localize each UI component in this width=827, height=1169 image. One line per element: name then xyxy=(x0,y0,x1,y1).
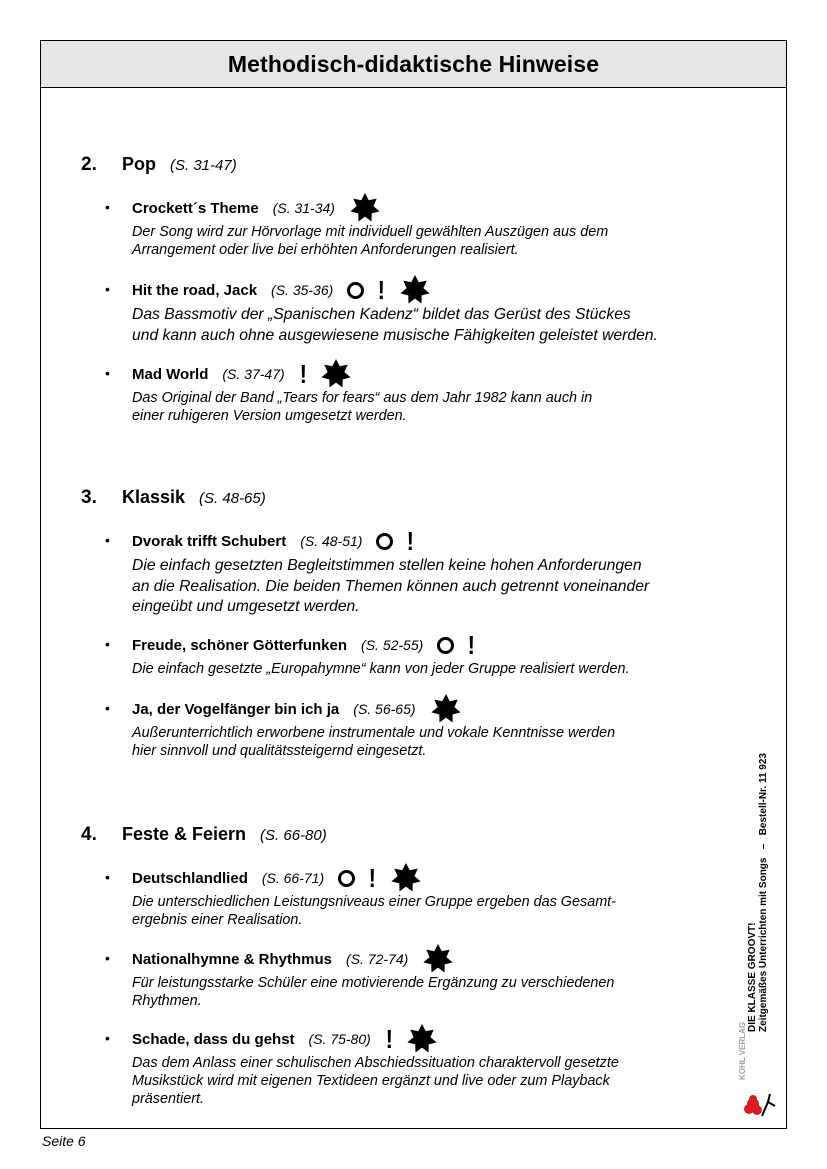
song-pages: (S. 72-74) xyxy=(346,951,409,967)
section-pages: (S. 31-47) xyxy=(170,157,237,174)
section-number: 3. xyxy=(81,487,97,508)
section-pages: (S. 66-80) xyxy=(260,827,327,844)
song-pages: (S. 56-65) xyxy=(353,701,416,717)
list-item xyxy=(105,944,725,1010)
song-title: Deutschlandlied xyxy=(132,869,248,887)
list-item xyxy=(105,863,725,929)
song-title: Ja, der Vogelfänger bin ich ja xyxy=(132,700,340,718)
star-icon xyxy=(422,943,454,975)
star-icon xyxy=(390,862,422,894)
exclamation-icon: ! xyxy=(377,275,386,305)
star-icon xyxy=(399,274,431,306)
exclamation-icon: ! xyxy=(467,630,476,660)
item-heading xyxy=(105,193,725,223)
bullet: • xyxy=(105,700,110,716)
song-title: Hit the road, Jack xyxy=(132,281,258,299)
publisher-logo-text: KOHL VERLAG xyxy=(738,1021,747,1080)
bullet: • xyxy=(105,365,110,381)
difficulty-icons xyxy=(338,862,428,894)
list-item xyxy=(105,275,725,346)
difficulty-icons xyxy=(299,358,359,390)
item-heading xyxy=(105,630,725,660)
difficulty-icons xyxy=(347,274,437,306)
circle-icon xyxy=(338,870,355,887)
list-item xyxy=(105,694,725,760)
bullet: • xyxy=(105,532,110,548)
bullet: • xyxy=(105,199,110,215)
header-bar xyxy=(41,41,786,88)
item-heading xyxy=(105,359,725,389)
circle-icon xyxy=(347,282,364,299)
song-description: Der Song wird zur Hörvorlage mit individuell gewählten Auszügen aus dem Arrangement oder live bei erhöhten Anforderungen realisiert. xyxy=(132,224,609,258)
circle-icon xyxy=(376,533,393,550)
circle-icon xyxy=(437,637,454,654)
sidebar-subtitle-order: Zeitgemäßes Unterrichten mit Songs – Bestell-Nr. 11 923 xyxy=(758,753,769,1032)
bullet: • xyxy=(105,950,110,966)
publisher-logo-icon xyxy=(742,1088,778,1118)
song-title: Crockett´s Theme xyxy=(132,199,259,217)
song-title: Nationalhymne & Rhythmus xyxy=(132,950,333,968)
difficulty-icons xyxy=(437,632,489,658)
song-description: Die einfach gesetzten Begleitstimmen stellen keine hohen Anforderungen an die Realisation. Die beiden Themen können auch getrennt voneinander eingeübt und umgesetzt werden. xyxy=(132,557,650,615)
song-pages: (S. 35-36) xyxy=(271,282,334,298)
difficulty-icons xyxy=(376,528,428,554)
star-icon xyxy=(430,693,462,725)
list-item xyxy=(105,193,725,259)
song-pages: (S. 37-47) xyxy=(222,366,285,382)
section-title: Feste & Feiern xyxy=(122,824,247,844)
song-pages: (S. 75-80) xyxy=(308,1031,371,1047)
exclamation-icon: ! xyxy=(299,359,307,389)
section-title: Pop xyxy=(122,154,156,174)
bullet: • xyxy=(105,281,110,297)
star-icon xyxy=(349,192,381,224)
star-icon xyxy=(320,358,352,390)
song-description: Die unterschiedlichen Leistungsniveaus einer Gruppe ergeben das Gesamt- ergebnis einer Realisation. xyxy=(132,894,616,928)
section-title: Klassik xyxy=(122,487,186,507)
song-description: Für leistungsstarke Schüler eine motivierende Ergänzung zu verschiedenen Rhythmen. xyxy=(132,975,615,1009)
sidebar-series-title: DIE KLASSE GROOVT! xyxy=(747,922,758,1032)
section-heading xyxy=(81,487,266,509)
list-item xyxy=(105,630,725,678)
item-heading xyxy=(105,694,725,724)
song-pages: (S. 48-51) xyxy=(300,533,363,549)
song-pages: (S. 31-34) xyxy=(272,200,335,216)
song-title: Mad World xyxy=(132,365,209,383)
song-title: Dvorak trifft Schubert xyxy=(132,532,287,550)
star-icon xyxy=(406,1023,438,1055)
bullet: • xyxy=(105,869,110,885)
item-heading xyxy=(105,863,725,893)
difficulty-icons xyxy=(385,1023,445,1055)
difficulty-icons xyxy=(349,192,387,224)
list-item xyxy=(105,1024,725,1108)
song-description: Das Bassmotiv der „Spanischen Kadenz“ bildet das Gerüst des Stückes und kann auch ohne ausgewiesene musische Fähigkeiten geleistet werden. xyxy=(132,306,658,344)
song-pages: (S. 66-71) xyxy=(261,870,325,886)
page-number: Seite 6 xyxy=(42,1133,86,1149)
page-title: Methodisch-didaktische Hinweise xyxy=(227,50,600,77)
exclamation-icon: ! xyxy=(368,863,377,893)
item-heading xyxy=(105,944,725,974)
list-item xyxy=(105,359,725,425)
bullet: • xyxy=(105,1030,110,1046)
song-description: Außerunterrichtlich erworbene instrumentale und vokale Kenntnisse werden hier sinnvoll und qualitätssteigernd eingesetzt. xyxy=(132,725,616,759)
song-description: Das Original der Band „Tears for fears“ aus dem Jahr 1982 kann auch in einer ruhigeren Version umgesetzt werden. xyxy=(132,390,593,424)
song-description: Das dem Anlass einer schulischen Abschiedssituation charaktervoll gesetzte Musikstück wird mit eigenen Textideen ergänzt und live oder zum Playback präsentiert. xyxy=(132,1055,619,1107)
song-title: Freude, schöner Götterfunken xyxy=(132,636,348,654)
section-heading xyxy=(81,154,237,176)
sidebar-publication-info xyxy=(747,732,769,1032)
item-heading xyxy=(105,526,725,556)
difficulty-icons xyxy=(422,943,460,975)
difficulty-icons xyxy=(430,693,468,725)
section-number: 4. xyxy=(81,824,97,845)
list-item xyxy=(105,526,725,618)
exclamation-icon: ! xyxy=(407,526,415,556)
item-heading xyxy=(105,1024,725,1054)
section-number: 2. xyxy=(81,154,97,175)
song-title: Schade, dass du gehst xyxy=(132,1030,295,1048)
section-pages: (S. 48-65) xyxy=(199,490,266,507)
song-description: Die einfach gesetzte „Europahymne“ kann von jeder Gruppe realisiert werden. xyxy=(132,661,630,677)
bullet: • xyxy=(105,636,110,652)
item-heading xyxy=(105,275,725,305)
section-heading xyxy=(81,824,327,846)
exclamation-icon: ! xyxy=(385,1024,393,1054)
song-pages: (S. 52-55) xyxy=(361,637,424,653)
